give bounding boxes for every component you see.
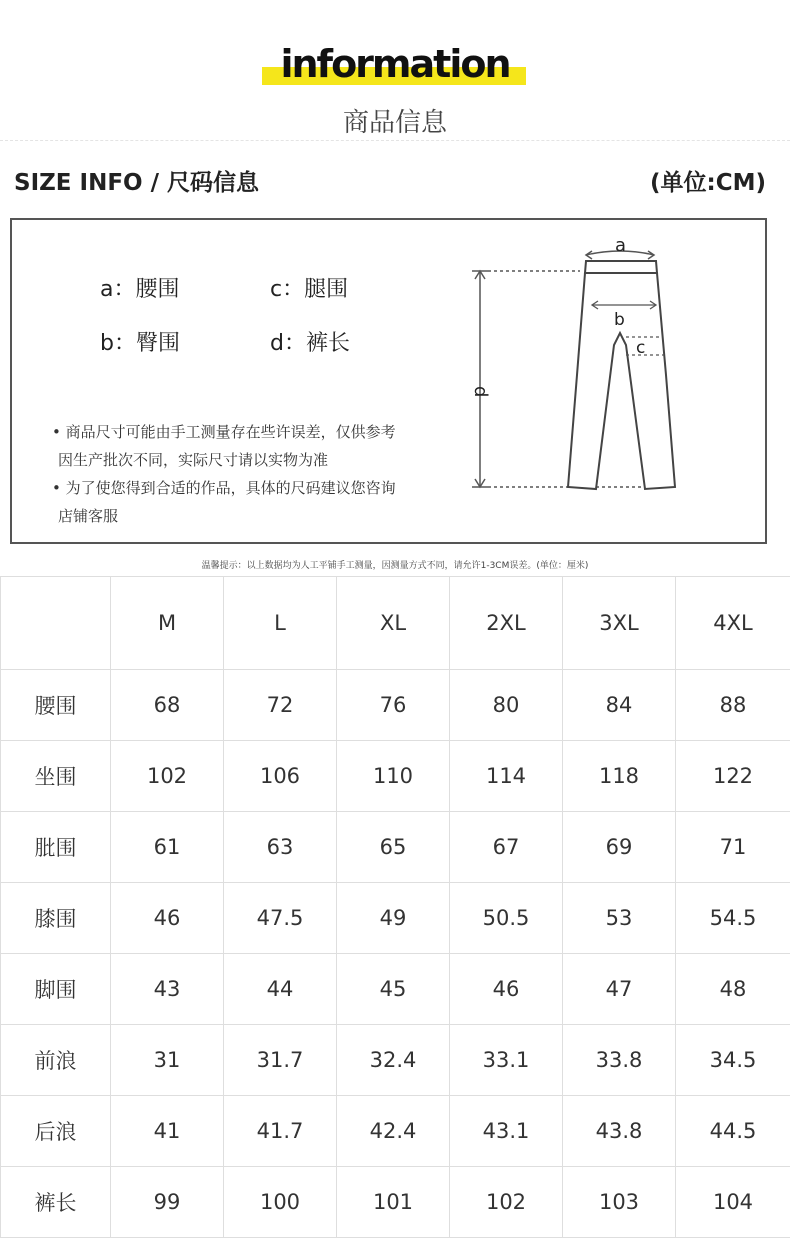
size-header-cell: XL	[337, 577, 450, 670]
table-row	[1, 1096, 790, 1167]
table-cell: 43.1	[450, 1096, 563, 1167]
legend-b: b：臀围	[100, 331, 180, 356]
size-header-cell: L	[224, 577, 337, 670]
table-cell: 44.5	[676, 1096, 790, 1167]
row-label: 脚围	[1, 954, 111, 1025]
table-cell: 76	[337, 670, 450, 741]
table-cell: 69	[563, 812, 676, 883]
table-cell: 102	[111, 741, 224, 812]
row-label: 肶围	[1, 812, 111, 883]
table-cell: 71	[676, 812, 790, 883]
table-cell: 102	[450, 1167, 563, 1238]
diagram-label-b: b	[614, 310, 625, 330]
table-cell: 61	[111, 812, 224, 883]
table-cell: 67	[450, 812, 563, 883]
table-cell: 41	[111, 1096, 224, 1167]
row-label: 坐围	[1, 741, 111, 812]
row-label: 前浪	[1, 1025, 111, 1096]
page-title: information	[280, 42, 510, 86]
diagram-label-a: a	[615, 235, 627, 256]
table-cell: 47.5	[224, 883, 337, 954]
page-subtitle: 商品信息	[342, 108, 447, 138]
table-row	[1, 954, 790, 1025]
size-header-cell: M	[111, 577, 224, 670]
unit-label: (单位:CM)	[650, 170, 766, 196]
table-cell: 47	[563, 954, 676, 1025]
table-cell: 68	[111, 670, 224, 741]
table-cell: 99	[111, 1167, 224, 1238]
table-cell: 46	[111, 883, 224, 954]
table-cell: 33.8	[563, 1025, 676, 1096]
table-cell: 33.1	[450, 1025, 563, 1096]
table-row	[1, 1025, 790, 1096]
diagram-label-c: c	[636, 338, 646, 358]
table-cell: 106	[224, 741, 337, 812]
table-cell: 49	[337, 883, 450, 954]
table-cell: 31	[111, 1025, 224, 1096]
table-row	[1, 812, 790, 883]
table-cell: 101	[337, 1167, 450, 1238]
size-table	[0, 576, 790, 1238]
table-cell: 63	[224, 812, 337, 883]
table-cell: 100	[224, 1167, 337, 1238]
table-cell: 41.7	[224, 1096, 337, 1167]
table-cell: 104	[676, 1167, 790, 1238]
measurement-disclaimer: 温馨提示：以上数据均为人工平铺手工测量，因测量方式不同，请允许1-3CM误差。(单位：厘米)	[201, 561, 589, 571]
table-cell: 53	[563, 883, 676, 954]
diagram-label-d: d	[470, 386, 491, 398]
table-header-row	[1, 577, 790, 670]
row-label: 膝围	[1, 883, 111, 954]
table-cell: 50.5	[450, 883, 563, 954]
legend-d: d：裤长	[270, 331, 350, 356]
table-cell: 45	[337, 954, 450, 1025]
table-cell: 34.5	[676, 1025, 790, 1096]
size-info-heading: SIZE INFO / 尺码信息	[14, 170, 260, 196]
table-row	[1, 741, 790, 812]
header-divider	[0, 140, 790, 141]
table-cell: 32.4	[337, 1025, 450, 1096]
size-header-cell: 3XL	[563, 577, 676, 670]
table-cell: 103	[563, 1167, 676, 1238]
legend-c: c：腿围	[270, 277, 349, 302]
note-line-1: • 商品尺寸可能由手工测量存在些许误差，仅供参考	[52, 423, 396, 441]
pants-diagram	[460, 225, 700, 525]
size-header-cell: 2XL	[450, 577, 563, 670]
table-cell: 118	[563, 741, 676, 812]
table-cell: 65	[337, 812, 450, 883]
table-cell: 84	[563, 670, 676, 741]
table-cell: 110	[337, 741, 450, 812]
row-label: 腰围	[1, 670, 111, 741]
table-cell: 44	[224, 954, 337, 1025]
table-cell: 54.5	[676, 883, 790, 954]
note-line-3: • 为了使您得到合适的作品，具体的尺码建议您咨询	[52, 479, 396, 497]
note-line-4: 店铺客服	[58, 507, 119, 525]
table-cell: 43.8	[563, 1096, 676, 1167]
table-cell: 31.7	[224, 1025, 337, 1096]
table-cell: 122	[676, 741, 790, 812]
table-cell: 114	[450, 741, 563, 812]
size-header-cell: 4XL	[676, 577, 790, 670]
note-line-2: 因生产批次不同，实际尺寸请以实物为准	[58, 451, 329, 469]
table-cell: 43	[111, 954, 224, 1025]
table-row	[1, 1167, 790, 1238]
row-label: 后浪	[1, 1096, 111, 1167]
table-row	[1, 670, 790, 741]
table-cell: 88	[676, 670, 790, 741]
table-cell: 42.4	[337, 1096, 450, 1167]
table-row	[1, 883, 790, 954]
table-cell: 80	[450, 670, 563, 741]
table-cell: 72	[224, 670, 337, 741]
table-cell: 48	[676, 954, 790, 1025]
legend-a: a：腰围	[100, 277, 180, 302]
table-cell: 46	[450, 954, 563, 1025]
page-header	[0, 0, 790, 150]
table-corner-cell	[1, 577, 111, 670]
row-label: 裤长	[1, 1167, 111, 1238]
